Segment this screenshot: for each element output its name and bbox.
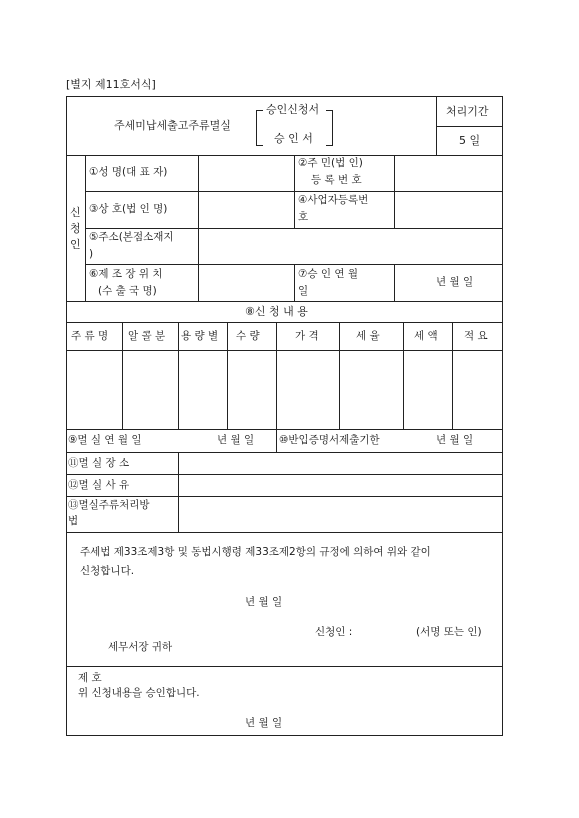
loss-place-field[interactable] [179, 453, 502, 474]
loss-date-label: ⑨멸 실 연 월 일 [68, 434, 142, 446]
disposal-method-label-1: ⑬멸실주류처리방 [68, 499, 150, 511]
contents-table-body[interactable] [67, 351, 502, 429]
processing-period-label: 처리기간 [446, 105, 489, 118]
form-title-prefix: 주세미납세출고주류멸실 [114, 119, 231, 132]
resident-no-label-1: ②주 민(법 인) [298, 157, 363, 169]
address-field[interactable] [199, 229, 502, 264]
title-option-approval: 승 인 서 [274, 132, 313, 145]
declaration-text-1: 주세법 제33조제3항 및 동법시행령 제33조제2항의 규정에 의하여 위와 같이 [80, 546, 431, 558]
applicant-label-1: 신 [70, 206, 81, 219]
section-title-contents: ⑧신 청 내 용 [245, 305, 308, 318]
loss-reason-field[interactable] [179, 475, 502, 496]
approval-date-label-1: ⑦승 인 연 월 [298, 268, 358, 280]
deadline-value[interactable]: 년 월 일 [436, 434, 474, 446]
biz-reg-field[interactable] [395, 192, 502, 228]
form-tag: [별지 제11호서식] [66, 78, 156, 91]
disposal-method-field[interactable] [179, 497, 502, 532]
resident-no-field[interactable] [395, 156, 502, 191]
bracket-left [256, 110, 263, 146]
col-header-liquor-name: 주 류 명 [71, 330, 109, 342]
loss-place-label: ⑪멸 실 장 소 [68, 457, 130, 469]
trade-name-field[interactable] [199, 192, 294, 228]
declaration-date[interactable]: 년 월 일 [245, 596, 283, 608]
disposal-method-label-2: 법 [68, 515, 79, 527]
approval-text: 위 신청내용을 승인합니다. [78, 687, 200, 699]
processing-period-value: 5 일 [459, 134, 481, 147]
bracket-right [326, 110, 333, 146]
loss-reason-label: ⑫멸 실 사 유 [68, 479, 130, 491]
approval-date-value[interactable]: 년 월 일 [436, 276, 474, 288]
biz-reg-label-2: 호 [298, 211, 309, 223]
col-header-alcohol: 알 콜 분 [128, 330, 166, 342]
trade-name-label: ③상 호(법 인 명) [89, 203, 168, 215]
tax-office-addressee: 세무서장 귀하 [108, 641, 173, 653]
loss-date-value[interactable]: 년 월 일 [217, 434, 255, 446]
declaration-text-2: 신청합니다. [80, 565, 135, 577]
biz-reg-label-1: ④사업자등록번 [298, 194, 369, 206]
address-label-1: ⑤주소(본점소재지 [89, 231, 174, 243]
sign-or-seal: (서명 또는 인) [416, 626, 482, 638]
address-label-2: ) [89, 248, 94, 260]
col-header-tax-rate: 세 율 [356, 330, 380, 342]
deadline-label: ⑩반입증명서제출기한 [279, 434, 380, 446]
col-header-tax-amount: 세 액 [414, 330, 438, 342]
approval-date-label-2: 일 [298, 285, 309, 297]
name-field[interactable] [199, 156, 294, 191]
applicant-label-2: 청 [70, 222, 81, 235]
col-header-quantity: 수 량 [236, 330, 260, 342]
resident-no-label-2: 등 록 번 호 [311, 174, 362, 186]
approval-number: 제 호 [78, 672, 102, 684]
col-header-volume: 용 량 별 [181, 330, 219, 342]
col-header-remarks: 적 요 [464, 330, 488, 342]
mfg-location-field[interactable] [199, 265, 294, 301]
applicant-sign-label: 신청인 : [315, 626, 353, 638]
mfg-location-label-2: (수 출 국 명) [98, 285, 157, 297]
approval-date: 년 월 일 [245, 717, 283, 729]
name-label: ①성 명(대 표 자) [89, 166, 168, 178]
title-option-request: 승인신청서 [266, 103, 320, 116]
mfg-location-label-1: ⑥제 조 장 위 치 [89, 268, 163, 280]
applicant-label-3: 인 [70, 238, 81, 251]
col-header-price: 가 격 [295, 330, 319, 342]
